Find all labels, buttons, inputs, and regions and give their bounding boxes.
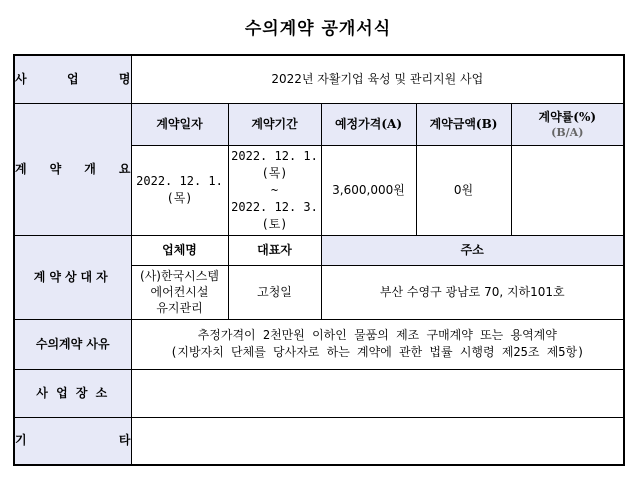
contractor-label: 계약상대자 [14,235,131,319]
estimated-price-value: 3,600,000원 [321,145,416,235]
company-value [131,265,228,319]
contract-summary-header-row [14,103,624,145]
business-name-row [14,55,624,103]
business-place-value [131,369,624,417]
reason-line2: (지방자치 단체를 당사자로 하는 계약에 관한 법률 시행령 제25조 제5항) [170,345,585,359]
contract-rate-value [511,145,624,235]
period-line4: 2022. 12. 3. [231,199,318,214]
etc-row [14,417,624,465]
address-value: 부산 수영구 광남로 70, 지하101호 [321,265,624,319]
address-header: 주소 [321,235,624,265]
contract-date-line1: 2022. 12. 1. [136,174,223,188]
contract-date-line2: (목) [166,191,193,205]
contract-period-header: 계약기간 [228,103,321,145]
contract-period-value [228,145,321,235]
company-line1: (사)한국시스템 [140,269,219,283]
company-line2: 에어컨시설 [150,285,209,299]
contract-rate-header-main: 계약률(%) [538,109,597,124]
company-header: 업체명 [131,235,228,265]
business-name-value: 2022년 자활기업 육성 및 관리지원 사업 [131,55,624,103]
reason-row [14,319,624,369]
etc-value [131,417,624,465]
reason-label: 수의계약 사유 [14,319,131,369]
estimated-price-header: 예정가격(A) [321,103,416,145]
period-line1: 2022. 12. 1. [231,148,318,163]
etc-label: 기 타 [14,417,131,465]
reason-line1: 추정가격이 2천만원 이하인 물품의 제조 구매계약 또는 용역계약 [197,328,557,342]
period-line2: (목) [261,165,288,180]
reason-value [131,319,624,369]
business-place-label: 사 업 장 소 [14,369,131,417]
document-title: 수의계약 공개서식 [244,19,392,39]
period-line5: (토) [261,216,288,231]
disclosure-form-table [13,54,625,466]
representative-header: 대표자 [228,235,321,265]
period-line3: ~ [270,182,279,197]
representative-value: 고청일 [228,265,321,319]
company-line3: 유지관리 [156,301,203,315]
contract-summary-label: 계 약 개 요 [14,103,131,235]
contract-amount-header: 계약금액(B) [416,103,511,145]
contract-amount-value: 0원 [416,145,511,235]
contract-date-header: 계약일자 [131,103,228,145]
business-place-row [14,369,624,417]
contract-rate-header [511,103,624,145]
contractor-header-row [14,235,624,265]
contract-date-value [131,145,228,235]
contract-rate-header-sub: (B/A) [551,125,584,139]
business-name-label: 사 업 명 [14,55,131,103]
